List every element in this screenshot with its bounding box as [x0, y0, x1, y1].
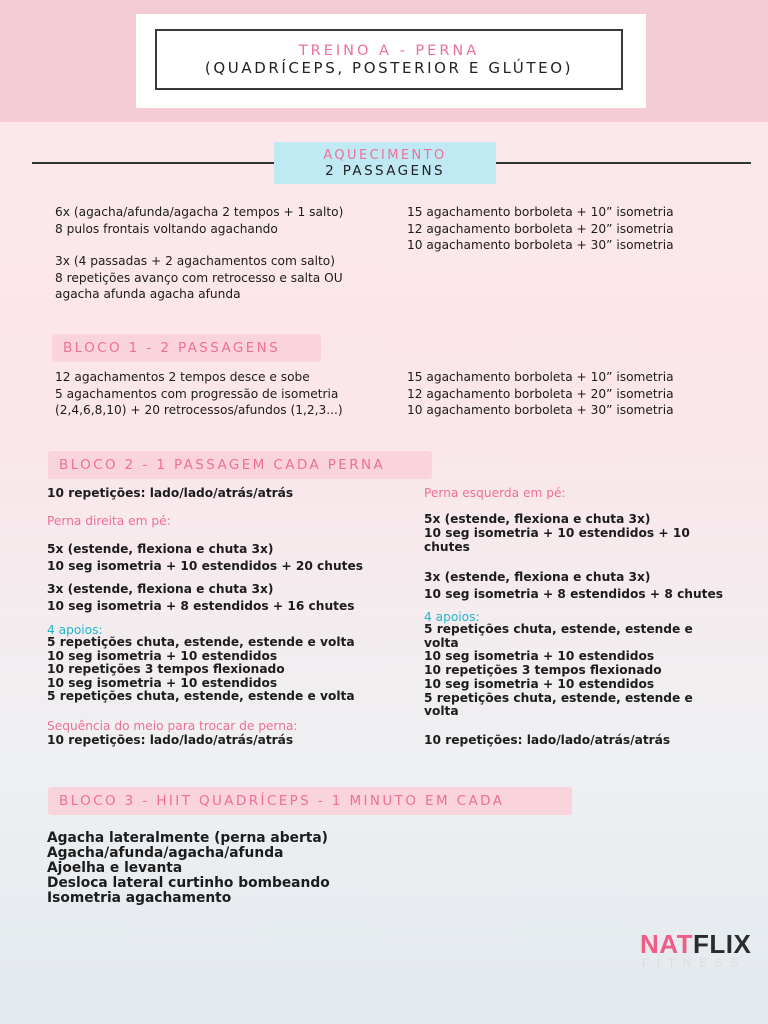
- natflix-logo: [640, 931, 751, 957]
- block2-left-supports: 5 repetições chuta, estende, estende e volta 10 seg isometria + 10 estendidos 10 repetições 3 tempos flexionado 10 seg isometria + 10 estendidos 5 repetições chuta, estende, estende e volta: [47, 635, 355, 704]
- block2-left-group1: 5x (estende, flexiona e chuta 3x) 10 seg isometria + 10 estendidos + 20 chutes: [47, 542, 363, 573]
- title-line1: TREINO A - PERNA: [298, 43, 480, 59]
- warmup-right: 15 agachamento borboleta + 10” isometria 12 agachamento borboleta + 20” isometria 10 agachamento borboleta + 30” isometria: [407, 205, 674, 252]
- title-box: [155, 29, 623, 90]
- warmup-left-group2: 3x (4 passadas + 2 agachamentos com salto) 8 repetições avanço com retrocesso e salta OU agacha afunda agacha afunda: [55, 254, 343, 301]
- block2-left-subtitle: Perna direita em pé:: [47, 514, 171, 528]
- block2-right-supports-label: 4 apoios:: [424, 610, 480, 624]
- divider-right: [494, 162, 751, 164]
- block2-left-supports-label: 4 apoios:: [47, 623, 103, 637]
- warmup-left-group1: 6x (agacha/afunda/agacha 2 tempos + 1 salto) 8 pulos frontais voltando agachando: [55, 205, 344, 236]
- block2-left-middle: 10 repetições: lado/lado/atrás/atrás: [47, 733, 294, 747]
- block3-title: BLOCO 3 - HIIT QUADRÍCEPS - 1 MINUTO EM CADA: [48, 787, 572, 815]
- title-line2: (QUADRÍCEPS, POSTERIOR E GLÚTEO): [204, 59, 574, 77]
- logo-fitness: FITNESS: [642, 956, 746, 970]
- block2-title: BLOCO 2 - 1 PASSAGEM CADA PERNA: [48, 451, 432, 479]
- block2-right-end: 10 repetições: lado/lado/atrás/atrás: [424, 733, 671, 747]
- warmup-header: [274, 142, 496, 184]
- block2-right-group2: 3x (estende, flexiona e chuta 3x) 10 seg isometria + 8 estendidos + 8 chutes: [424, 570, 724, 601]
- warmup-subtitle: 2 PASSAGENS: [325, 163, 445, 179]
- block2-right-subtitle: Perna esquerda em pé:: [424, 486, 566, 500]
- block2-left-middle-label: Sequência do meio para trocar de perna:: [47, 719, 298, 733]
- warmup-title: AQUECIMENTO: [323, 148, 447, 163]
- block1-title: BLOCO 1 - 2 PASSAGENS: [52, 334, 321, 362]
- block2-right-group1: 5x (estende, flexiona e chuta 3x) 10 seg isometria + 10 estendidos + 10 chutes: [424, 512, 690, 554]
- block1-left: 12 agachamentos 2 tempos desce e sobe 5 agachamentos com progressão de isometria (2,4,6,8,10) + 20 retrocessos/afundos (1,2,3...): [55, 370, 343, 417]
- logo-flix: FLIX: [693, 929, 752, 959]
- block2-left-intro: 10 repetições: lado/lado/atrás/atrás: [47, 486, 294, 500]
- divider-left: [32, 162, 276, 164]
- block2-right-supports: 5 repetições chuta, estende, estende e volta 10 seg isometria + 10 estendidos 10 repetições 3 tempos flexionado 10 seg isometria + 10 estendidos 5 repetições chuta, estende, estende e volta: [424, 622, 693, 719]
- logo-nat: NAT: [640, 929, 694, 959]
- block1-right: 15 agachamento borboleta + 10” isometria 12 agachamento borboleta + 20” isometria 10 agachamento borboleta + 30” isometria: [407, 370, 674, 417]
- block3-items: Agacha lateralmente (perna aberta) Agacha/afunda/agacha/afunda Ajoelha e levanta Desloca lateral curtinho bombeando Isometria agachamento: [47, 830, 330, 906]
- block2-left-group2: 3x (estende, flexiona e chuta 3x) 10 seg isometria + 8 estendidos + 16 chutes: [47, 582, 355, 613]
